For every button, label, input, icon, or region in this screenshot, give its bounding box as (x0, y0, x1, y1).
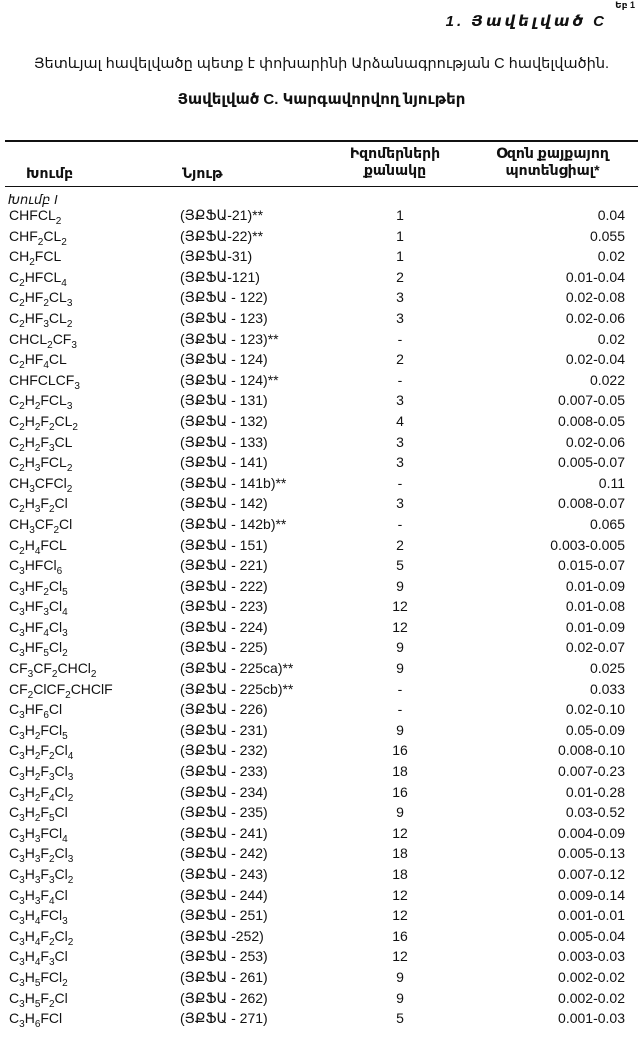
formula-cell: $C_3HF_3Cl_4$ (9, 598, 68, 619)
formula-cell: $C_3HF_4Cl_3$ (9, 618, 68, 639)
substance-cell: (ՅՔՖԱ - 221) (180, 557, 268, 574)
ozone-potential-cell: 0.02-0.07 (565, 639, 625, 656)
table-row (0, 493, 643, 514)
table-row (0, 308, 643, 329)
ozone-potential-cell: 0.002-0.02 (558, 989, 625, 1006)
isomers-cell: 12 (392, 907, 408, 924)
ozone-potential-cell: 0.01-0.04 (565, 268, 625, 285)
table-row (0, 802, 643, 823)
table-row (0, 637, 643, 658)
substance-cell: (ՅՔՖԱ - 262) (180, 989, 268, 1006)
isomers-cell: 9 (396, 660, 404, 677)
formula-cell: $C_3HFCl_6$ (9, 557, 63, 577)
substance-cell: (ՅՔՖԱ - 133) (180, 433, 268, 450)
table-row (0, 535, 643, 556)
formula-cell: $C_3H_4F_2Cl_2$ (9, 927, 74, 948)
isomers-cell: 9 (396, 989, 404, 1006)
formula-cell: $CF_2ClCF_2CHClF$ (9, 680, 113, 701)
substance-cell: (ՅՔՖԱ-121) (180, 268, 260, 285)
isomers-cell: - (397, 371, 403, 388)
isomers-cell: 9 (396, 721, 404, 738)
formula-cell: $CH_3CFCl_2$ (9, 474, 73, 495)
isomers-cell: - (397, 701, 403, 718)
ozone-potential-cell: 0.055 (589, 227, 625, 244)
isomers-cell: 3 (396, 454, 404, 471)
ozone-potential-cell: 0.02-0.08 (565, 289, 625, 306)
table-row (0, 905, 643, 926)
formula-cell: $C_3H_2FCl_5$ (9, 721, 68, 742)
table-row (0, 267, 643, 288)
isomers-cell: 9 (396, 639, 404, 656)
substance-cell: (ՅՔՖԱ-21)** (180, 207, 264, 223)
formula-cell: $C_3H_3F_3Cl_2$ (9, 866, 74, 886)
table-row (0, 679, 643, 700)
ozone-potential-cell: 0.007-0.23 (558, 763, 625, 780)
isomers-cell: 12 (392, 598, 408, 615)
ozone-potential-cell: 0.02-0.10 (565, 701, 625, 718)
formula-cell: $C_2H_4FCL$ (9, 536, 67, 557)
table-row (0, 967, 643, 988)
formula-cell: $C_2H_2F_3CL$ (9, 433, 73, 454)
substance-cell: (ՅՔՖԱ - 253) (180, 948, 268, 965)
ozone-potential-cell: 0.003-0.005 (550, 536, 625, 553)
table-row (0, 761, 643, 782)
isomers-cell: - (397, 515, 403, 532)
substance-cell: (ՅՔՖԱ - 123)** (180, 330, 279, 347)
ozone-potential-cell: 0.005-0.13 (558, 845, 625, 862)
formula-cell: $C_3HF_5Cl_2$ (9, 639, 68, 660)
substance-cell: (ՅՔՖԱ - 242) (180, 845, 268, 862)
ozone-potential-cell: 0.003-0.03 (558, 948, 625, 965)
table-row (0, 287, 643, 308)
formula-cell: $C_3H_2F_4Cl_2$ (9, 783, 74, 804)
formula-cell: $C_3H_3F_2Cl_3$ (9, 845, 74, 866)
header-isomers (330, 145, 460, 179)
formula-cell: $C_2H_3F_2Cl$ (9, 495, 68, 516)
substance-cell: (ՅՔՖԱ - 122) (180, 289, 268, 306)
table-row (0, 226, 643, 247)
ozone-potential-cell: 0.02 (597, 330, 625, 347)
table-title: Յավելված C. Կարգավորվող նյութեր (177, 91, 466, 108)
ozone-potential-cell: 0.02-0.04 (565, 351, 625, 368)
table-row (0, 843, 643, 864)
ozone-potential-cell: 0.02-0.06 (565, 433, 625, 450)
isomers-cell: 18 (392, 763, 408, 780)
header-isomers-line2: քանակը (363, 162, 427, 178)
table-row (0, 658, 643, 679)
formula-cell: $C_3H_3FCl_4$ (9, 824, 68, 845)
header-ozone-potential (470, 145, 635, 179)
table-row (0, 555, 643, 576)
isomers-cell: 12 (392, 948, 408, 965)
ozone-potential-cell: 0.02 (597, 248, 625, 265)
ozone-potential-cell: 0.01-0.09 (565, 618, 625, 635)
substance-cell: (ՅՔՖԱ - 225) (180, 639, 268, 656)
substance-cell: (ՅՔՖԱ - 224) (180, 618, 268, 635)
header-group: Խումբ (26, 165, 74, 181)
formula-cell: $C_3H_4FCl_3$ (9, 907, 68, 927)
ozone-potential-cell: 0.009-0.14 (558, 886, 625, 903)
annex-heading: 1. Յավելված C (445, 13, 607, 30)
isomers-cell: - (397, 330, 403, 347)
substance-cell: (ՅՔՖԱ - 235) (180, 804, 268, 821)
header-isomers-line1: Իզոմերների (349, 145, 441, 161)
isomers-cell: 16 (392, 783, 408, 800)
ozone-potential-cell: 0.008-0.05 (558, 412, 625, 429)
ozone-potential-cell: 0.025 (589, 660, 625, 677)
isomers-cell: 2 (396, 536, 404, 553)
formula-cell: $C_3HF_2Cl_5$ (9, 577, 68, 598)
substance-cell: (ՅՔՖԱ - 233) (180, 763, 268, 780)
table-row (0, 349, 643, 370)
substance-cell: (ՅՔՖԱ - 244) (180, 886, 268, 903)
substance-cell: (ՅՔՖԱ - 131) (180, 392, 268, 409)
isomers-cell: - (397, 680, 403, 697)
isomers-cell: 9 (396, 577, 404, 594)
group-label: Խումբ I (8, 192, 58, 207)
formula-cell: $C_3H_3F_4Cl$ (9, 886, 68, 907)
isomers-cell: 3 (396, 495, 404, 512)
substance-cell: (ՅՔՖԱ - 151) (180, 536, 268, 553)
ozone-potential-cell: 0.01-0.28 (565, 783, 625, 800)
table-row (0, 720, 643, 741)
formula-cell: $CH_3CF_2Cl$ (9, 515, 73, 536)
ozone-potential-cell: 0.008-0.07 (558, 495, 625, 512)
isomers-cell: 12 (392, 824, 408, 841)
isomers-cell: 4 (396, 412, 404, 429)
isomers-cell: 18 (392, 845, 408, 862)
formula-cell: $C_3H_2F_2Cl_4$ (9, 742, 74, 763)
table-row (0, 246, 643, 267)
formula-cell: $C_2H_2F_2CL_2$ (9, 412, 78, 433)
substance-cell: (ՅՔՖԱ - 141b)** (180, 474, 287, 491)
substance-table-body (0, 205, 643, 1029)
table-row (0, 473, 643, 494)
table-row (0, 514, 643, 535)
table-row (0, 1008, 643, 1029)
isomers-cell: 16 (392, 742, 408, 759)
isomers-cell: 5 (396, 557, 404, 574)
ozone-potential-cell: 0.065 (589, 515, 625, 532)
substance-cell: (ՅՔՖԱ - 241) (180, 824, 268, 841)
ozone-potential-cell: 0.02-0.06 (565, 309, 625, 326)
table-row (0, 432, 643, 453)
ozone-potential-cell: 0.033 (589, 680, 625, 697)
substance-cell: (ՅՔՖԱ - 124)** (180, 371, 279, 388)
ozone-potential-cell: 0.005-0.04 (558, 927, 625, 944)
formula-cell: $CHFCLCF_3$ (9, 371, 80, 392)
header-ozone-line1: Օզոն քայքայող (496, 145, 609, 161)
intro-text: Յետևյալ հավելվածը պետք է փոխարինի Արձանագրության C հավելվածին. (33, 56, 610, 72)
substance-cell: (ՅՔՖԱ - 226) (180, 701, 268, 718)
table-row (0, 452, 643, 473)
isomers-cell: 1 (396, 248, 404, 265)
formula-cell: $CHF_2CL_2$ (9, 227, 67, 248)
page-number: Եբ 1 (615, 0, 635, 10)
ozone-potential-cell: 0.015-0.07 (558, 557, 625, 574)
formula-cell: $CH_2FCL$ (9, 248, 62, 268)
substance-cell: (ՅՔՖԱ - 222) (180, 577, 268, 594)
substance-cell: (ՅՔՖԱ-31) (180, 248, 253, 265)
formula-cell: $C_2HF_2CL_3$ (9, 289, 73, 310)
formula-cell: $CHFCL_2$ (9, 207, 62, 227)
formula-cell: $C_3H_6FCl$ (9, 1010, 63, 1030)
table-row (0, 205, 643, 226)
substance-cell: (ՅՔՖԱ - 261) (180, 968, 268, 985)
ozone-potential-cell: 0.005-0.07 (558, 454, 625, 471)
substance-cell: (ՅՔՖԱ - 141) (180, 454, 268, 471)
isomers-cell: 9 (396, 804, 404, 821)
table-row (0, 885, 643, 906)
isomers-cell: 3 (396, 392, 404, 409)
table-row (0, 926, 643, 947)
isomers-cell: 9 (396, 968, 404, 985)
table-row (0, 411, 643, 432)
ozone-potential-cell: 0.03-0.52 (565, 804, 625, 821)
ozone-potential-cell: 0.007-0.12 (558, 866, 625, 882)
substance-cell: (ՅՔՖԱ - 231) (180, 721, 268, 738)
isomers-cell: 3 (396, 309, 404, 326)
isomers-cell: 1 (396, 227, 404, 244)
formula-cell: $C_3H_5FCl_2$ (9, 968, 68, 989)
formula-cell: $C_3H_5F_2Cl$ (9, 989, 68, 1010)
header-ozone-line2: պոտենցիալ* (505, 162, 600, 178)
table-row (0, 617, 643, 638)
table-row (0, 782, 643, 803)
table-row (0, 823, 643, 844)
isomers-cell: 16 (392, 927, 408, 944)
table-row (0, 576, 643, 597)
substance-cell: (ՅՔՖԱ - 232) (180, 742, 268, 759)
header-substance: Նյութ (182, 165, 223, 181)
substance-cell: (ՅՔՖԱ - 142) (180, 495, 268, 512)
substance-cell: (ՅՔՖԱ - 142b)** (180, 515, 287, 532)
ozone-potential-cell: 0.05-0.09 (565, 721, 625, 738)
ozone-potential-cell: 0.04 (597, 207, 625, 223)
table-row (0, 988, 643, 1009)
substance-cell: (ՅՔՖԱ - 251) (180, 907, 268, 924)
ozone-potential-cell: 0.007-0.05 (558, 392, 625, 409)
ozone-potential-cell: 0.11 (598, 474, 625, 491)
table-row (0, 864, 643, 885)
formula-cell: $C_2HF_4CL$ (9, 351, 67, 371)
formula-cell: $C_2HF_3CL_2$ (9, 309, 73, 330)
isomers-cell: 2 (396, 351, 404, 368)
substance-cell: (ՅՔՖԱ - 271) (180, 1010, 268, 1027)
substance-cell: (ՅՔՖԱ - 123) (180, 309, 268, 326)
ozone-potential-cell: 0.002-0.02 (558, 968, 625, 985)
substance-cell: (ՅՔՖԱ - 243) (180, 866, 268, 882)
header-bottom-rule (5, 186, 638, 187)
ozone-potential-cell: 0.01-0.09 (565, 577, 625, 594)
substance-cell: (ՅՔՖԱ - 223) (180, 598, 268, 615)
isomers-cell: 2 (396, 268, 404, 285)
formula-cell: $C_3H_2F_3Cl_3$ (9, 763, 74, 783)
isomers-cell: 18 (392, 866, 408, 882)
ozone-potential-cell: 0.008-0.10 (558, 742, 625, 759)
isomers-cell: 1 (396, 207, 404, 223)
substance-cell: (ՅՔՖԱ -252) (180, 927, 264, 944)
formula-cell: $C_3HF_6Cl$ (9, 701, 63, 722)
ozone-potential-cell: 0.001-0.03 (558, 1010, 625, 1027)
table-row (0, 946, 643, 967)
substance-cell: (ՅՔՖԱ - 132) (180, 412, 268, 429)
isomers-cell: 3 (396, 289, 404, 306)
formula-cell: $CHCL_2CF_3$ (9, 330, 77, 351)
substance-cell: (ՅՔՖԱ - 234) (180, 783, 268, 800)
ozone-potential-cell: 0.022 (589, 371, 625, 388)
formula-cell: $C_3H_4F_3Cl$ (9, 948, 68, 969)
table-row (0, 596, 643, 617)
substance-cell: (ՅՔՖԱ-22)** (180, 227, 264, 244)
formula-cell: $C_2H_3FCL_2$ (9, 454, 73, 474)
isomers-cell: 3 (396, 433, 404, 450)
substance-cell: (ՅՔՖԱ - 225cb)** (180, 680, 294, 697)
ozone-potential-cell: 0.004-0.09 (558, 824, 625, 841)
isomers-cell: 12 (392, 886, 408, 903)
table-row (0, 370, 643, 391)
formula-cell: $CF_3CF_2CHCl_2$ (9, 660, 97, 680)
isomers-cell: - (397, 474, 403, 491)
table-row (0, 329, 643, 350)
table-row (0, 740, 643, 761)
table-row (0, 390, 643, 411)
isomers-cell: 5 (396, 1010, 404, 1027)
substance-cell: (ՅՔՖԱ - 225ca)** (180, 660, 294, 677)
ozone-potential-cell: 0.01-0.08 (565, 598, 625, 615)
formula-cell: $C_2HFCL_4$ (9, 268, 67, 289)
table-top-rule (5, 140, 638, 142)
formula-cell: $C_2H_2FCL_3$ (9, 392, 73, 413)
substance-cell: (ՅՔՖԱ - 124) (180, 351, 268, 368)
table-row (0, 699, 643, 720)
ozone-potential-cell: 0.001-0.01 (558, 907, 625, 924)
formula-cell: $C_3H_2F_5Cl$ (9, 804, 68, 825)
isomers-cell: 12 (392, 618, 408, 635)
